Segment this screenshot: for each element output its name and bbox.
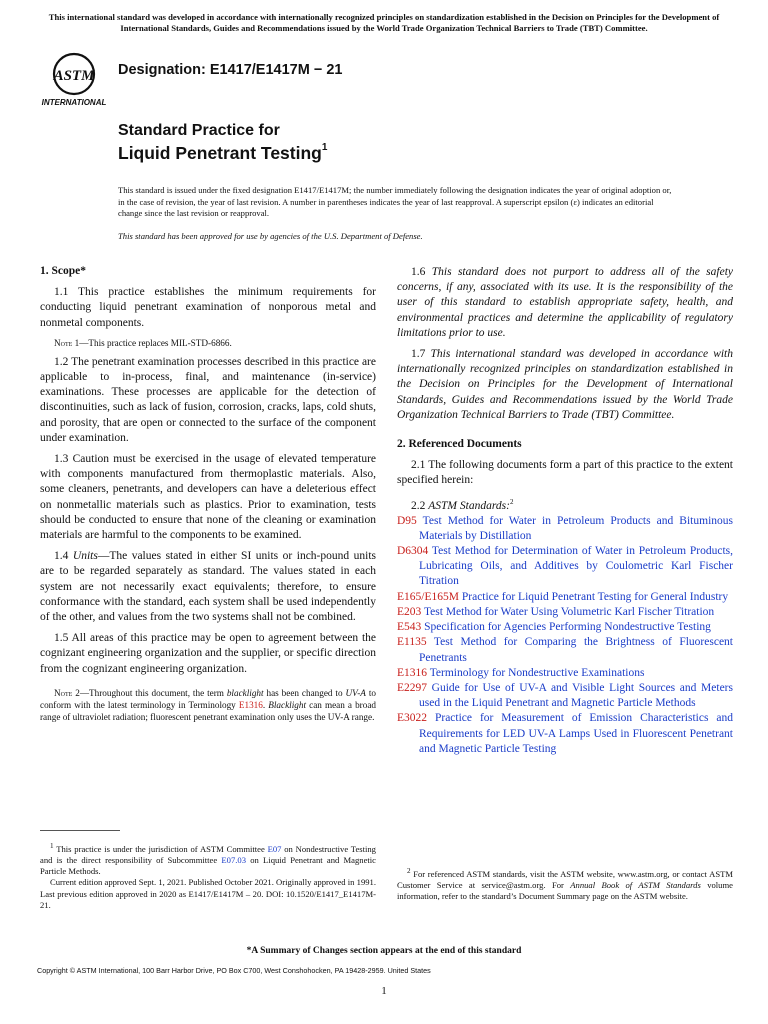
note-1-label: Note: [54, 337, 73, 348]
reference-code[interactable]: E1135: [397, 636, 427, 649]
reference-code[interactable]: E543: [397, 621, 422, 634]
reference-item[interactable]: [397, 620, 733, 635]
note-2-text-b: has been changed to: [263, 687, 346, 698]
footnote-2-mark: 2: [509, 497, 514, 506]
paragraph-1-6: [397, 265, 733, 341]
paragraph-1-1: 1.1 This practice establishes the minimum requirements for conducting liquid penetrant examination of nonporous metal and nonmetal components.: [40, 286, 376, 329]
reference-code[interactable]: E165/E165M: [397, 590, 459, 603]
issuance-statement: This standard is issued under the fixed designation E1417/E1417M; the number immediately following the designation indicates the year of original adoption or, in the case of revision, the year of last revision. A number in parentheses indicates the year of last reapproval. A superscript epsilon (ε) indicates an editorial change since the last revision or reapproval.: [118, 185, 672, 218]
paragraph-1-4-num: 1.4: [54, 550, 73, 563]
note-2: [40, 687, 376, 723]
footnote-2-text: [397, 866, 733, 902]
footnote-2: [397, 830, 733, 902]
page-number: 1: [381, 985, 387, 997]
paragraph-1-4: [40, 549, 376, 625]
reference-title[interactable]: Test Method for Water Using Volumetric Karl Fischer Titration: [421, 605, 715, 618]
committee-e07-link[interactable]: E07: [267, 843, 282, 854]
reference-item[interactable]: [397, 681, 733, 711]
dod-approval-statement: This standard has been approved for use by agencies of the U.S. Department of Defense.: [118, 231, 423, 241]
terminology-e1316-link[interactable]: E1316: [238, 699, 263, 710]
svg-text:ASTM: ASTM: [53, 68, 95, 84]
reference-title[interactable]: Terminology for Nondestructive Examinations: [427, 666, 645, 679]
astm-standards-label: ASTM Standards:: [428, 499, 510, 512]
reference-item[interactable]: [397, 711, 733, 757]
reference-title[interactable]: Test Method for Water in Petroleum Products and Bituminous Materials by Distillation: [416, 514, 733, 542]
note-2-label: Note: [54, 687, 73, 698]
reference-code[interactable]: E3022: [397, 712, 428, 725]
footnote-1-marker: 1: [50, 842, 54, 850]
svg-text:INTERNATIONAL: INTERNATIONAL: [41, 98, 107, 107]
reference-code[interactable]: D6304: [397, 545, 429, 558]
reference-list: [397, 514, 733, 757]
section-heading-scope: 1. Scope*: [40, 265, 86, 277]
footnote-1-text-c: on Liquid Penetrant and Magnetic Particle Methods.: [40, 855, 376, 877]
section-heading-referenced-documents: 2. Referenced Documents: [397, 438, 522, 451]
copyright-line: Copyright © ASTM International, 100 Barr Harbor Drive, PO Box C700, West Conshohocken, PA 19428-2959. United States: [37, 966, 431, 975]
paragraph-1-6-text: This standard does not purport to address all of the safety concerns, if any, associated with its use. It is the responsibility of the user of this standard to establish appropriate safety, health, and environmental practices and determine the applicability of regulatory limitations prior to use.: [397, 266, 734, 339]
summary-of-changes-notice: *A Summary of Changes section appears at the end of this standard: [246, 946, 522, 956]
annual-book-title: Annual Book of ASTM Standards: [570, 880, 701, 891]
reference-code[interactable]: D95: [397, 514, 417, 527]
title-text: Liquid Penetrant Testing: [118, 143, 322, 163]
footnote-2-text-b: volume information, refer to the standard’s Document Summary page on the ASTM website.: [397, 880, 733, 902]
paragraph-1-2: 1.2 The penetrant examination processes described in this practice are applicable to in-process, final, and maintenance (in-service) examinations. These processes are applicable for the detection of discontinuities, such as lack of fusion, corrosion, cracks, laps, cold shuts, and porosity, that are open or connected to the surface of the component under examination.: [40, 355, 376, 444]
paragraph-1-7-text: This international standard was developed in accordance with internationally recognized principles on standardization established in the Decision on Principles for the Development of International Standards, Guides and Recommendations issued by the World Trade Organization Technical Barriers to Trade (TBT) Committee.: [397, 348, 734, 421]
right-column: [397, 265, 733, 757]
designation: Designation: E1417/E1417M − 21: [118, 62, 343, 78]
footnote-rule: [40, 830, 120, 831]
reference-item[interactable]: [397, 635, 733, 665]
reference-item[interactable]: [397, 666, 733, 681]
note-2-text-c: to conform with the latest terminology in Terminology: [40, 687, 376, 710]
paragraph-2-1: 2.1 The following documents form a part of this practice to the extent specified herein:: [397, 459, 733, 487]
note-1-text: 1—This practice replaces MIL-STD-6866.: [72, 337, 232, 348]
footnote-2-marker: 2: [407, 867, 411, 875]
paragraph-1-4-text: —The values stated in either SI units or inch-pound units are to be regarded separately as standard. The values stated in each system are not necessarily exact equivalents; therefore, to ensure conformance with the standard, each system shall be used independently of the other, and values from the two systems shall not be combined.: [40, 550, 377, 624]
note-1: [40, 337, 376, 349]
left-column: [40, 264, 376, 723]
footnote-1-text-b: on Nondestructive Testing and is the direct responsibility of Subcommittee: [40, 843, 376, 866]
reference-code[interactable]: E2297: [397, 681, 428, 694]
note-2-text-e: can mean a broad range of ultraviolet radiation; fluorescent penetrant examination only uses the UV-A range.: [40, 699, 377, 722]
reference-code[interactable]: E203: [397, 605, 422, 618]
footnote-1-text-a: This practice is under the jurisdiction of ASTM Committee: [53, 843, 268, 854]
reference-item[interactable]: [397, 605, 733, 620]
paragraph-1-7: [397, 347, 733, 423]
reference-item[interactable]: [397, 590, 733, 605]
title-line-1: Standard Practice for: [118, 122, 280, 139]
units-term: Units: [72, 550, 98, 563]
reference-title[interactable]: Practice for Liquid Penetrant Testing for General Industry: [458, 590, 729, 603]
paragraph-1-3: 1.3 Caution must be exercised in the usage of elevated temperature with components manufactured from thermoplastic materials. Also, some cleaners, penetrants, and developers can have a deleterious effect on nonmetallic materials such as plastics. Prior to examination, tests should be conducted to ensure that none of the cleaning or examination materials are harmful to the components to be examined.: [40, 453, 376, 542]
title-footnote-mark: 1: [321, 142, 328, 154]
tbt-notice: This international standard was developed in accordance with internationally recognized principles on standardization established in the Decision on Principles for the Development of International Standards, Guides and Recommendations issued by the World Trade Organization Technical Barriers to Trade (TBT) Committee.: [48, 12, 720, 33]
note-2-term-blacklight: blacklight: [226, 687, 264, 698]
reference-title[interactable]: Practice for Measurement of Emission Characteristics and Requirements for LED UV-A Lamps Used in Fluorescent Penetrant and Magnetic Particle Testing: [419, 712, 733, 755]
footnote-2-text-a: For referenced ASTM standards, visit the ASTM website, www.astm.org, or contact ASTM Customer Service at service@astm.org. For: [397, 868, 733, 891]
paragraph-1-6-num: 1.6: [411, 266, 432, 278]
note-2-term-uva: UV-A: [345, 687, 366, 698]
reference-title[interactable]: Guide for Use of UV-A and Visible Light Sources and Meters used in the Liquid Penetrant and Magnetic Particle Methods: [419, 681, 733, 710]
edition-info: Current edition approved Sept. 1, 2021. Published October 2021. Originally approved in 1991. Last previous edition approved in 2020 as E1417/E1417M – 20. DOI: 10.1520/E1417_E1417M-21.: [40, 877, 376, 910]
reference-item[interactable]: [397, 544, 733, 590]
paragraph-2-2: [397, 495, 733, 514]
note-2-text-a: 2—Throughout this document, the term: [72, 687, 227, 698]
reference-title[interactable]: Test Method for Determination of Water in Petroleum Products, Lubricating Oils, and Additives by Coulometric Karl Fischer Titration: [419, 545, 733, 588]
astm-logo: [38, 50, 110, 108]
note-2-text-d: .: [262, 699, 269, 710]
reference-title[interactable]: Test Method for Comparing the Brightness of Fluorescent Penetrants: [419, 636, 733, 664]
subcommittee-e07-03-link[interactable]: E07.03: [221, 855, 246, 866]
astm-logo-mark: [38, 50, 110, 108]
footnote-1: [40, 830, 376, 911]
reference-title[interactable]: Specification for Agencies Performing Nondestructive Testing: [421, 621, 711, 634]
reference-item[interactable]: [397, 514, 733, 544]
footnote-1-text: [40, 841, 376, 877]
paragraph-2-2-num: 2.2: [411, 499, 429, 512]
footnote-2-spacer: [397, 830, 733, 866]
title-line-2: [118, 143, 327, 164]
paragraph-1-5: 1.5 All areas of this practice may be open to agreement between the cognizant engineering organization and the supplier, or specific direction from the cognizant engineering organization.: [40, 632, 376, 675]
paragraph-1-7-num: 1.7: [411, 348, 431, 361]
reference-code[interactable]: E1316: [397, 666, 428, 679]
note-2-term-blacklight-2: Blacklight: [268, 699, 307, 710]
